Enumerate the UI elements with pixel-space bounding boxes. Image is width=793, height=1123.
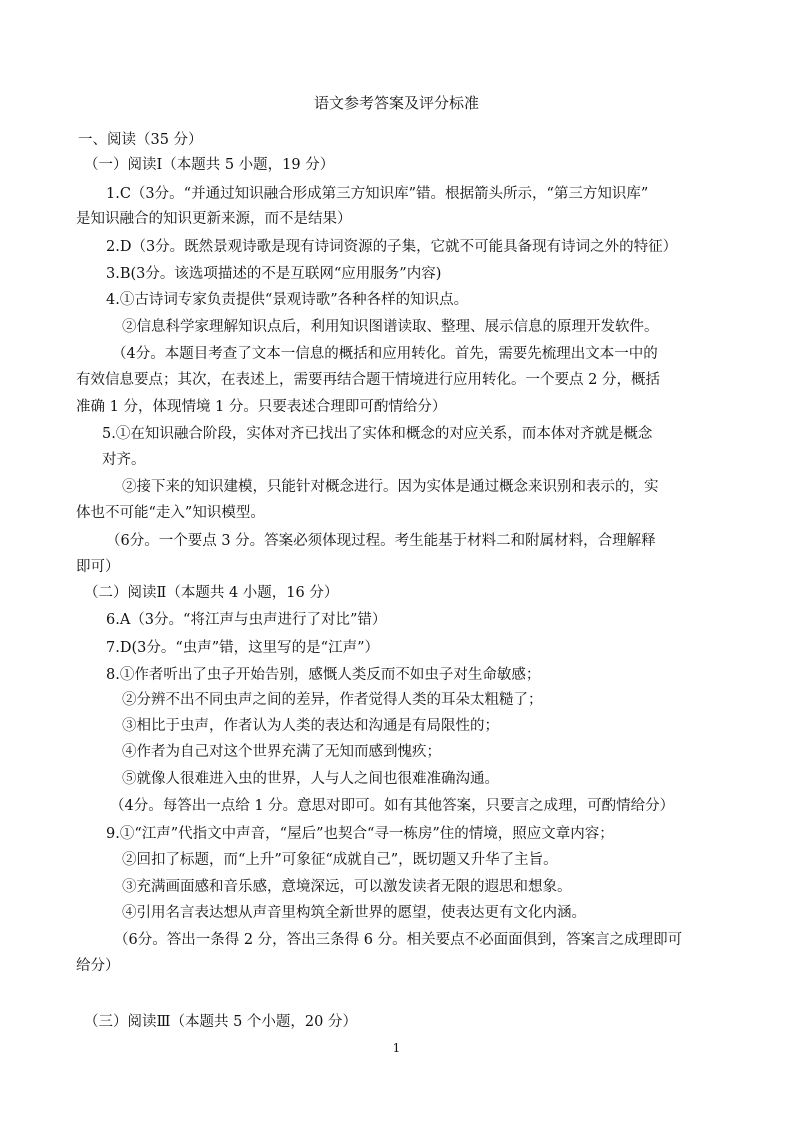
answer-q9-point1: 9.①“江声”代指文中声音，“屋后”也契合“寻一栋房”住的情境，照应文章内容； bbox=[106, 826, 614, 842]
answer-q8-point2: ②分辨不出不同虫声之间的差异，作者觉得人类的耳朵太粗糙了； bbox=[122, 692, 543, 708]
answer-q5-point1-line2: 对齐。 bbox=[102, 452, 146, 468]
answer-q4-point1: 4.①古诗词专家负责提供“景观诗歌”各种各样的知识点。 bbox=[106, 292, 469, 308]
answer-q6: 6.A（3分。“将江声与虫声进行了对比”错） bbox=[106, 612, 387, 628]
answer-q5-point2-line2: 体也不可能“走入”知识模型。 bbox=[76, 505, 265, 521]
answer-q5-point2-line1: ②接下来的知识建模，只能针对概念进行。因为实体是通过概念来识别和表示的，实 bbox=[122, 479, 659, 495]
scoring-note-q8: （4分。每答出一点给 1 分。意思对即可。如有其他答案，只要言之成理，可酌情给分） bbox=[110, 798, 675, 814]
scoring-note-q5-line1: （6分。一个要点 3 分。答案必须体现过程。考生能基于材料二和附属材料，合理解释 bbox=[106, 533, 656, 549]
answer-q1-line2: 是知识融合的知识更新来源，而不是结果） bbox=[76, 211, 352, 227]
answer-q8-point3: ③相比于虫声，作者认为人类的表达和沟通是有局限性的； bbox=[122, 718, 499, 734]
scoring-note-q4-line2: 有效信息要点；其次，在表述上，需要再结合题干情境进行应用转化。一个要点 2 分，概括 bbox=[76, 372, 660, 388]
answer-q9-point2: ②回扣了标题，而“上升”可象征“成就自己”，既切题又升华了主旨。 bbox=[122, 852, 558, 868]
answer-q8-point4: ④作者为自己对这个世界充满了无知而感到愧疚； bbox=[122, 744, 441, 760]
answer-q2: 2.D（3分。既然景观诗歌是现有诗词资源的子集，它就不可能具备现有诗词之外的特征） bbox=[106, 239, 678, 255]
section-heading-reading: 一、阅读（35 分） bbox=[78, 132, 203, 148]
scoring-note-q4-line1: （4分。本题目考查了文本一信息的概括和应用转化。首先，需要先梳理出文本一中的 bbox=[112, 346, 658, 362]
answer-q5-point1-line1: 5.①在知识融合阶段，实体对齐已找出了实体和概念的对应关系，而本体对齐就是概念 bbox=[102, 426, 653, 442]
answer-q8-point5: ⑤就像人很难进入虫的世界，人与人之间也很难准确沟通。 bbox=[122, 771, 499, 787]
part-heading-reading-2: （二）阅读Ⅱ（本题共 4 小题，16 分） bbox=[84, 585, 339, 601]
part-heading-reading-1: （一）阅读Ⅰ（本题共 5 小题，19 分） bbox=[84, 157, 335, 173]
part-heading-reading-3: （三）阅读Ⅲ（本题共 5 个小题，20 分） bbox=[84, 1014, 357, 1030]
page-number: 1 bbox=[392, 1041, 401, 1055]
answer-q9-point3: ③充满画面感和音乐感，意境深远，可以激发读者无限的遐思和想象。 bbox=[122, 879, 572, 895]
answer-q9-point4: ④引用名言表达想从声音里构筑全新世界的愿望，使表达更有文化内涵。 bbox=[122, 905, 586, 921]
scoring-note-q9-line2: 给分） bbox=[76, 958, 120, 974]
answer-q1-line1: 1.C（3分。“并通过知识融合形成第三方知识库”错。根据箭头所示，“第三方知识库” bbox=[106, 186, 649, 202]
scoring-note-q9-line1: （6分。答出一条得 2 分，答出三条得 6 分。相关要点不必面面俱到，答案言之成理即可 bbox=[114, 932, 683, 948]
answer-q3: 3.B(3分。该选项描述的不是互联网“应用服务”内容) bbox=[106, 266, 442, 282]
answer-q4-point2: ②信息科学家理解知识点后，利用知识图谱读取、整理、展示信息的原理开发软件。 bbox=[122, 319, 659, 335]
answer-q7: 7.D(3分。“虫声”错，这里写的是“江声”） bbox=[106, 640, 379, 656]
scoring-note-q4-line3: 准确 1 分，体现情境 1 分。只要表述合理即可酌情给分） bbox=[76, 399, 447, 415]
answer-q8-point1: 8.①作者听出了虫子开始告别，感慨人类反而不如虫子对生命敏感； bbox=[106, 667, 541, 683]
document-title: 语文参考答案及评分标准 bbox=[313, 94, 479, 112]
scoring-note-q5-line2: 即可） bbox=[76, 559, 120, 575]
